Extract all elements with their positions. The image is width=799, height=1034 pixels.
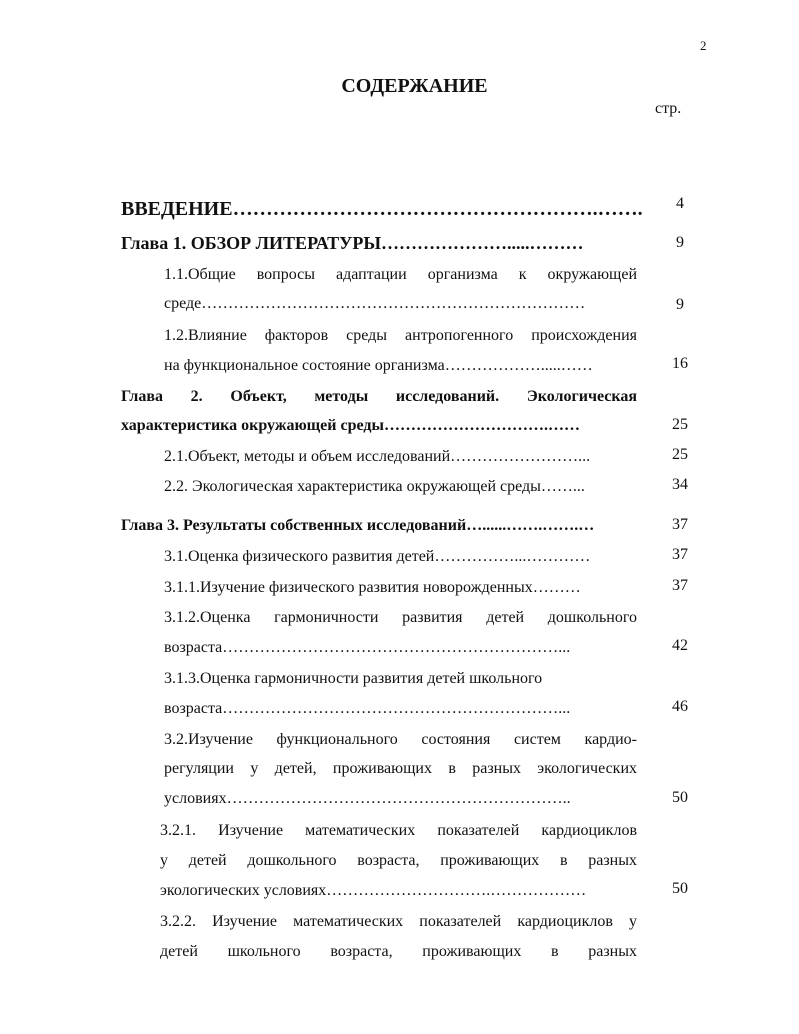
- toc-entry-chapter-1[interactable]: [121, 233, 584, 254]
- toc-entry-line: Глава 2. Объект, методы исследований. Экологическая: [121, 388, 637, 405]
- toc-page-number: 37: [672, 516, 688, 533]
- toc-page-number: 46: [672, 698, 688, 715]
- page-number: 2: [700, 38, 707, 53]
- toc-entry-line: регуляции у детей, проживающих в разных экологических: [164, 760, 637, 777]
- toc-entry-line: среде………………………………………………………………: [164, 295, 586, 312]
- toc-entry-line: 1.1.Общие вопросы адаптации организма к окружающей: [164, 266, 637, 283]
- toc-page-number: 16: [672, 355, 688, 372]
- toc-entry-label: Глава 1. ОБЗОР ЛИТЕРАТУРЫ………………….....………: [121, 233, 584, 253]
- toc-entry-line: 1.2.Влияние факторов среды антропогенного происхождения: [164, 327, 637, 344]
- toc-page-number: 34: [672, 476, 688, 493]
- toc-page-number: 25: [672, 416, 688, 433]
- toc-page-number: 50: [672, 880, 688, 897]
- toc-entry-label: ВВЕДЕНИЕ……………………………………………….…….: [121, 198, 643, 220]
- toc-entry-label: Глава 3. Результаты собственных исследований…......…….…….…: [121, 517, 595, 534]
- toc-entry-line: экологических условиях………………………….………………: [160, 882, 587, 899]
- toc-entry-line: возраста………………………………………………………...: [164, 639, 571, 656]
- page-column-label: стр.: [655, 100, 682, 117]
- toc-entry-line: у детей дошкольного возраста, проживающих в разных: [160, 852, 637, 869]
- toc-entry-introduction[interactable]: [121, 198, 643, 221]
- toc-entry-3-1-1[interactable]: [164, 579, 581, 597]
- toc-page-number: 9: [676, 234, 684, 251]
- toc-entry-line: детей школьного возраста, проживающих в разных: [160, 943, 637, 960]
- toc-entry-line: 3.2.1. Изучение математических показателей кардиоциклов: [160, 822, 637, 839]
- toc-page-number: 37: [672, 546, 688, 563]
- toc-entry-3-1[interactable]: [164, 548, 590, 566]
- toc-entry-line: 3.1.2.Оценка гармоничности развития детей дошкольного: [164, 609, 637, 626]
- page-title: СОДЕРЖАНИЕ: [341, 75, 488, 97]
- toc-entry-line: на функциональное состояние организма……………….....……: [164, 357, 593, 374]
- toc-page-number: 37: [672, 577, 688, 594]
- toc-entry-2-2[interactable]: [164, 478, 585, 496]
- toc-entry-line: 3.1.3.Оценка гармоничности развития детей школьного: [164, 670, 543, 687]
- toc-page-number: 42: [672, 637, 688, 654]
- toc-page-number: 4: [676, 195, 684, 212]
- toc-entry-line: условиях………………………………………………………..: [164, 790, 571, 807]
- toc-entry-line: возраста………………………………………………………...: [164, 700, 571, 717]
- toc-entry-label: 2.1.Объект, методы и объем исследований……………………...: [164, 448, 591, 465]
- toc-entry-2-1[interactable]: [164, 448, 590, 466]
- toc-entry-chapter-3[interactable]: [121, 517, 594, 535]
- toc-entry-label: 3.1.Оценка физического развития детей……………...…………: [164, 548, 591, 565]
- toc-entry-label: 2.2. Экологическая характеристика окружающей среды……...: [164, 478, 585, 495]
- toc-page-number: 25: [672, 446, 688, 463]
- toc-page-number: 50: [672, 789, 688, 806]
- toc-entry-line: характеристика окружающей среды………………………….……: [121, 417, 580, 434]
- toc-page-number: 9: [676, 296, 684, 313]
- toc-entry-label: 3.1.1.Изучение физического развития новорожденных………: [164, 579, 581, 596]
- toc-entry-line: 3.2.Изучение функционального состояния систем кардио-: [164, 731, 637, 748]
- toc-entry-line: 3.2.2. Изучение математических показателей кардиоциклов у: [160, 913, 637, 930]
